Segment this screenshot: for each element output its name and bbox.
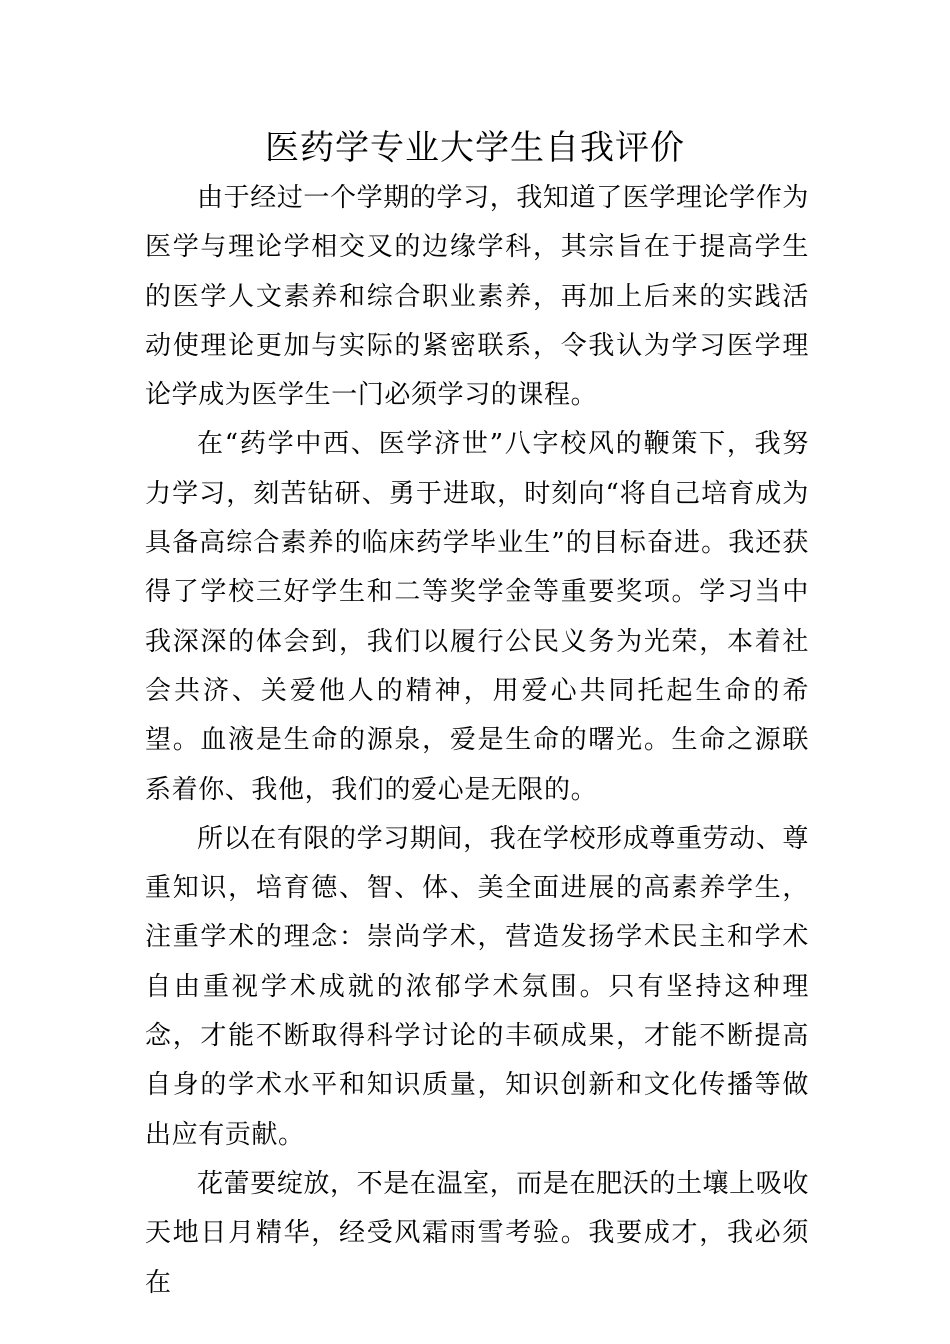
paragraph-1: 由于经过一个学期的学习，我知道了医学理论学作为医学与理论学相交叉的边缘学科，其宗旨在于提高学生的医学人文素养和综合职业素养，再加上后来的实践活动使理论更加与实际的紧密联系，令我认为学习医学理论学成为医学生一门必须学习的课程。	[145, 183, 809, 411]
document-body	[145, 174, 809, 1308]
paragraph-2: 在“药学中西、医学济世”八字校风的鞭策下，我努力学习，刻苦钻研、勇于进取，时刻向“将自己培育成为具备高综合素养的临床药学毕业生”的目标奋进。我还获得了学校三好学生和二等奖学金等重要奖项。学习当中我深深的体会到，我们以履行公民义务为光荣，本着社会共济、关爱他人的精神，用爱心共同托起生命的希望。血液是生命的源泉，爱是生命的曙光。生命之源联系着你、我他，我们的爱心是无限的。	[145, 429, 809, 805]
paragraph-4: 花蕾要绽放，不是在温室，而是在肥沃的土壤上吸收天地日月精华，经受风霜雨雪考验。我要成才，我必须在	[145, 1168, 809, 1298]
document-title: 医药学专业大学生自我评价	[265, 128, 685, 168]
paragraph-3: 所以在有限的学习期间，我在学校形成尊重劳动、尊重知识，培育德、智、体、美全面进展的高素养学生，注重学术的理念：崇尚学术，营造发扬学术民主和学术自由重视学术成就的浓郁学术氛围。只有坚持这种理念，才能不断取得科学讨论的丰硕成果，才能不断提高自身的学术水平和知识质量，知识创新和文化传播等做出应有贡献。	[145, 823, 809, 1150]
